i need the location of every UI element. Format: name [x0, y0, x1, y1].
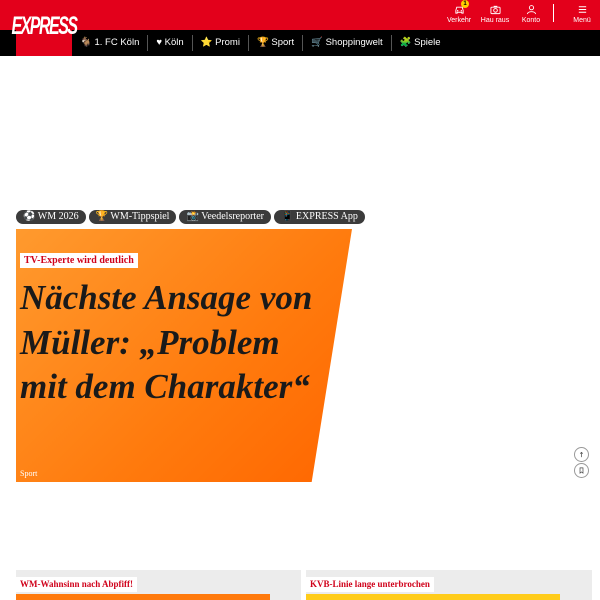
nav-item-promi[interactable]: ⭐ Promi: [193, 35, 249, 51]
nav-item-spiele[interactable]: 🧩 Spiele: [399, 37, 441, 48]
traffic-badge: 1: [461, 0, 469, 8]
share-button[interactable]: [574, 447, 589, 462]
bookmark-icon: [578, 467, 585, 474]
tag-wm-2026[interactable]: ⚽ WM 2026: [16, 210, 86, 224]
camera-icon: [490, 4, 501, 15]
header-divider: [553, 4, 554, 22]
tag-veedelsreporter[interactable]: 📸 Veedelsreporter: [179, 210, 271, 224]
nav-item-sport[interactable]: 🏆 Sport: [249, 35, 303, 51]
traffic-button[interactable]: 1 Verkehr: [446, 1, 472, 24]
teaser-right-color-bar: [306, 594, 560, 600]
header-actions: [441, 2, 600, 30]
user-icon: [526, 4, 537, 15]
hamburger-icon: [577, 4, 588, 15]
hero-headline[interactable]: Nächste Ansage von Müller: „Problem mit dem Charakter“: [20, 278, 313, 406]
teaser-right-kicker: KVB-Linie lange unterbrochen: [306, 577, 434, 592]
main-nav: [72, 30, 449, 56]
menu-button[interactable]: Menü: [564, 2, 600, 30]
nav-bar: [0, 30, 600, 56]
express-logo[interactable]: EXPRESS: [16, 0, 72, 56]
tag-express-app[interactable]: 📱 EXPRESS App: [274, 210, 365, 224]
topic-tags: [16, 210, 365, 224]
hero-category: Sport: [20, 469, 38, 478]
teaser-left-kicker: WM-Wahnsinn nach Abpfiff!: [16, 577, 137, 592]
account-button[interactable]: Konto: [513, 2, 549, 30]
tag-wm-tippspiel[interactable]: 🏆 WM-Tippspiel: [89, 210, 177, 224]
nav-item-shoppingwelt[interactable]: 🛒 Shoppingwelt: [303, 35, 392, 51]
hero-kicker: TV-Experte wird deutlich: [20, 253, 138, 268]
upload-photo-button[interactable]: Hau raus: [477, 2, 513, 30]
share-icon: [578, 451, 585, 458]
bookmark-button[interactable]: [574, 463, 589, 478]
nav-item-fc-koeln[interactable]: 🐐 1. FC Köln: [72, 35, 148, 51]
teaser-left-color-bar: [16, 594, 270, 600]
nav-item-koeln[interactable]: ♥ Köln: [148, 35, 192, 51]
